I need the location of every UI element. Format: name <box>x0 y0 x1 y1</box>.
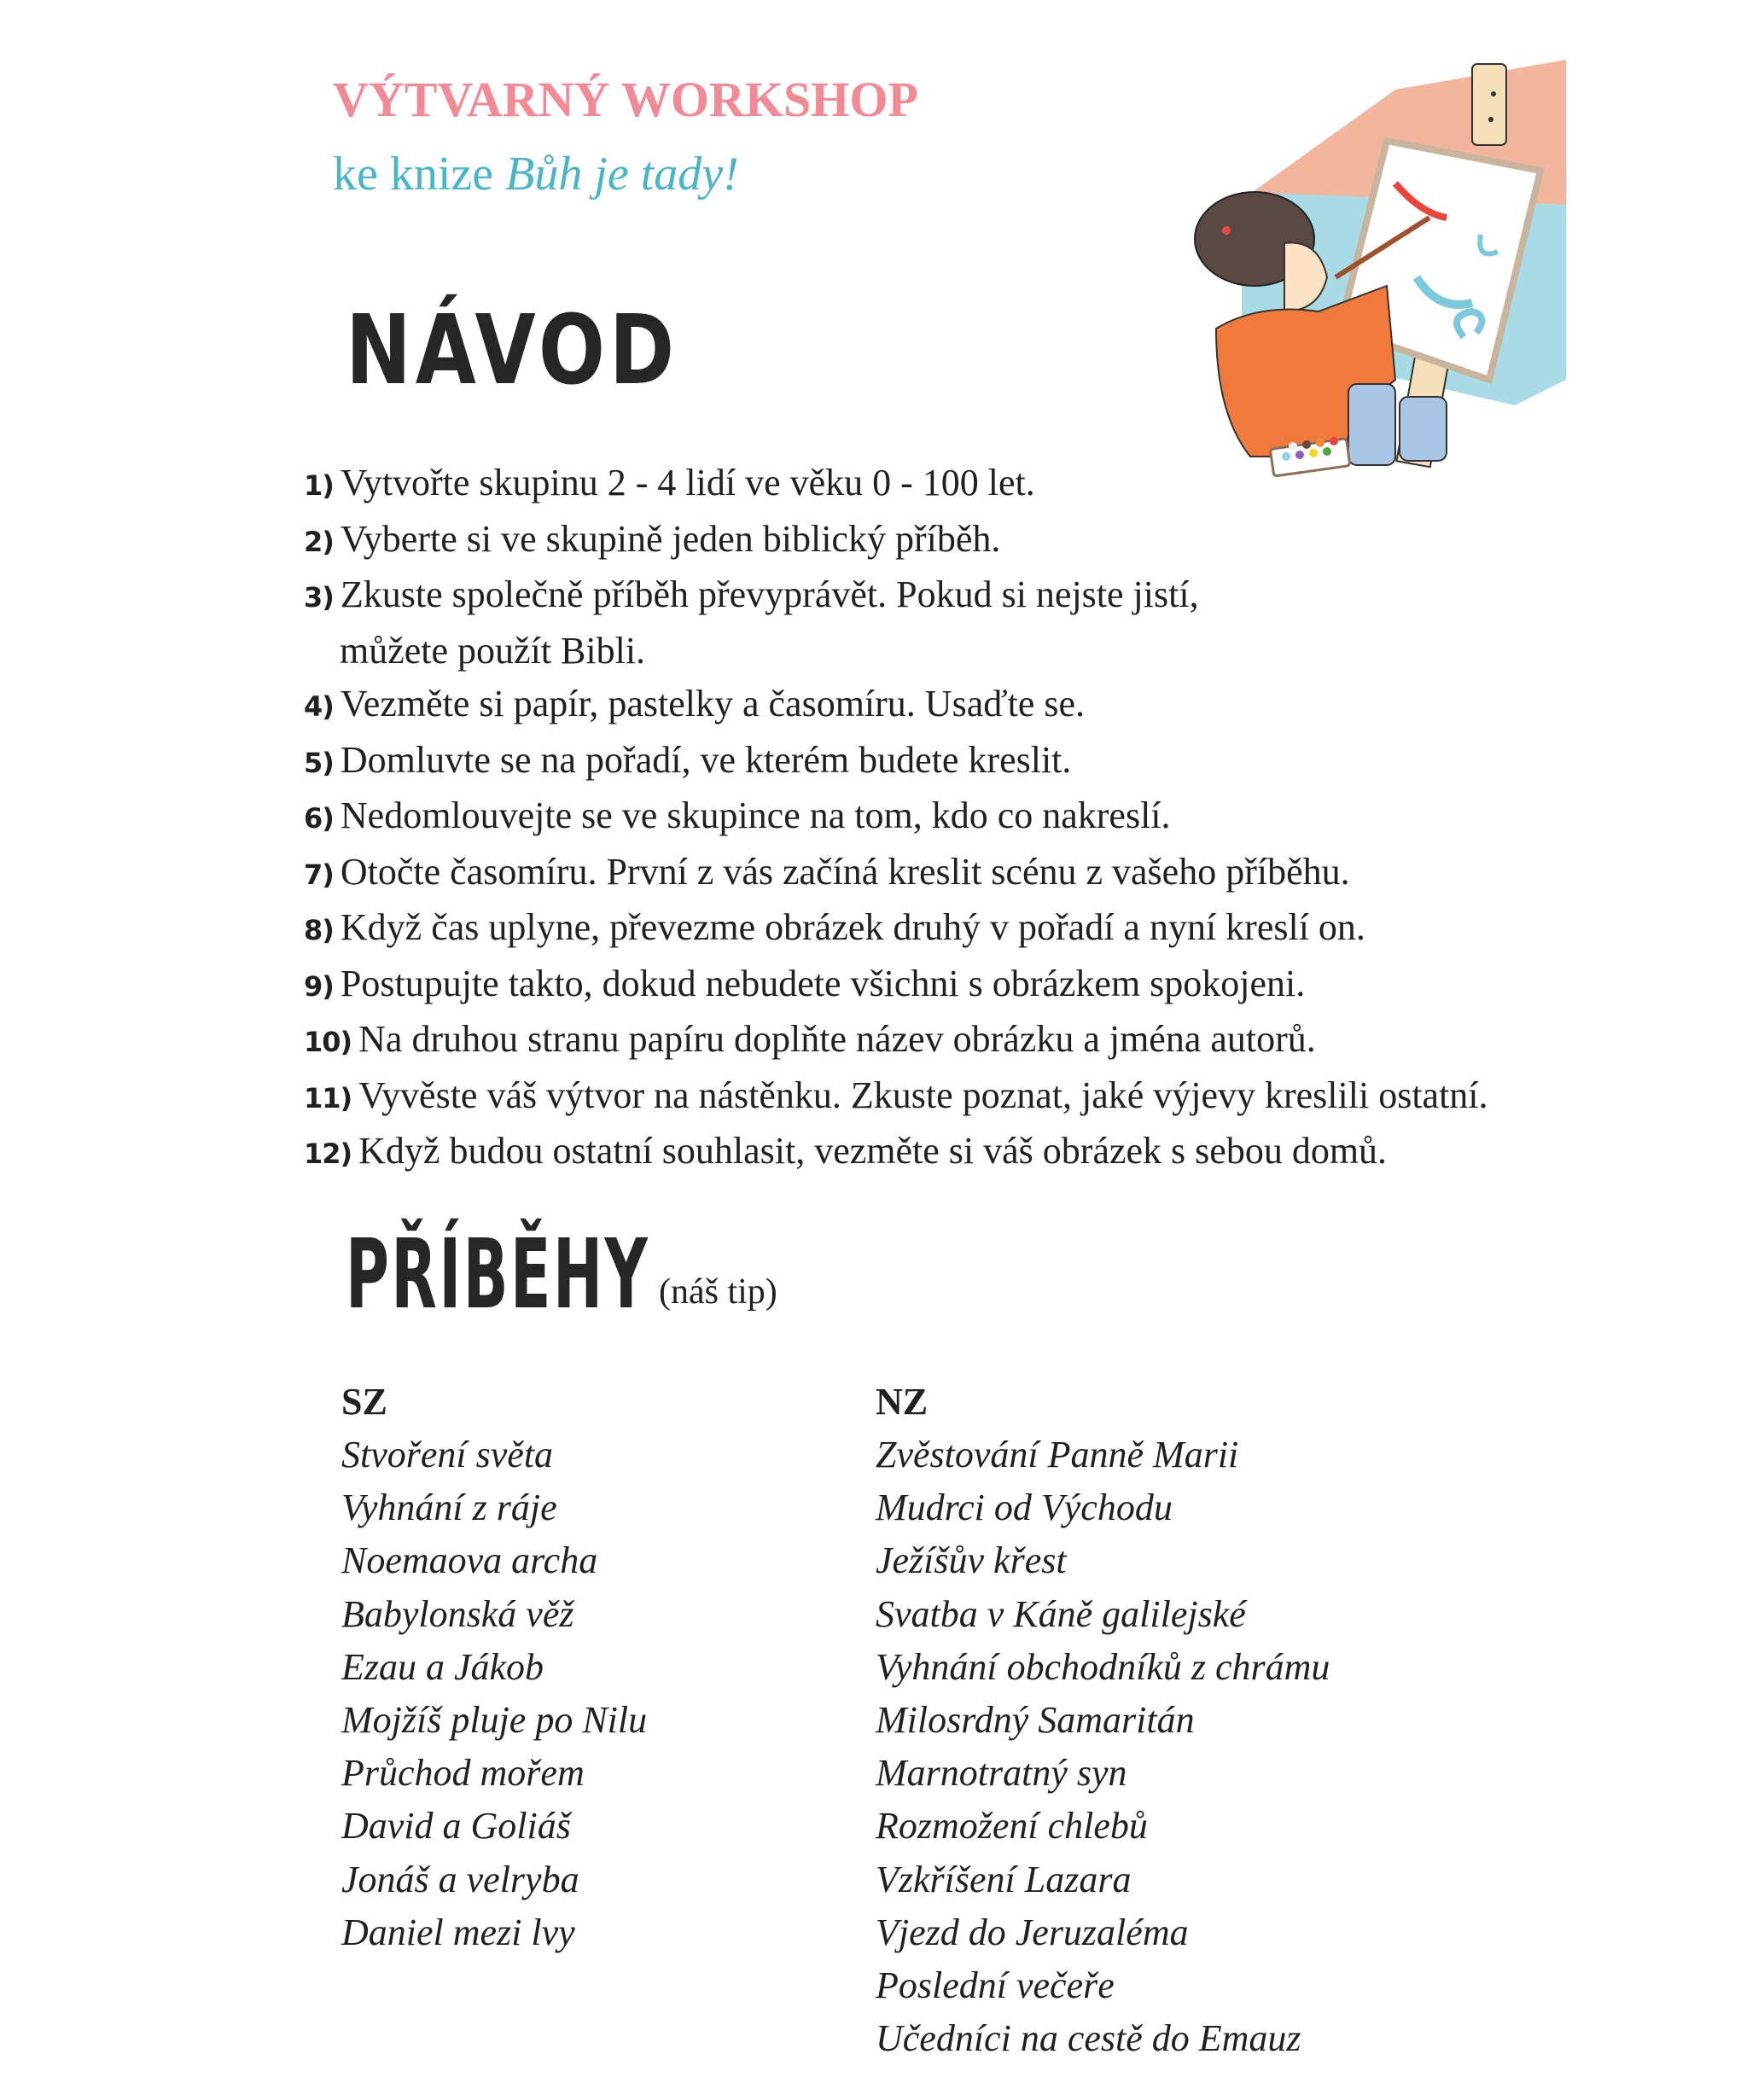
instruction-step <box>304 1069 1488 1126</box>
story-item: Vzkříšení Lazara <box>876 1858 1132 1900</box>
story-item: Milosrdný Samaritán <box>876 1699 1195 1742</box>
story-item: Vyhnání z ráje <box>341 1487 557 1529</box>
new-testament-label: NZ <box>876 1381 929 1423</box>
step-text: Vytvořte skupinu 2 - 4 lidí ve věku 0 - 100 let. <box>340 462 1035 503</box>
step-text: Nedomlouvejte se ve skupince na tom, kdo co nakreslí. <box>340 794 1171 836</box>
step-text: Zkuste společně příběh převyprávět. Pokud si nejste jistí, <box>340 573 1199 615</box>
story-item: Vyhnání obchodníků z chrámu <box>876 1645 1330 1688</box>
step-number: 12) <box>304 1138 352 1170</box>
step-number: 9) <box>304 969 334 1003</box>
story-item: Vjezd do Jeruzaléma <box>876 1911 1189 1953</box>
instruction-step <box>304 1125 1488 1181</box>
stories-note: (náš tip) <box>659 1272 777 1312</box>
step-text: Na druhou stranu papíru doplňte název obrázku a jména autorů. <box>358 1018 1316 1060</box>
old-testament-label: SZ <box>341 1381 387 1423</box>
story-item: Učedníci na cestě do Emauz <box>876 2017 1301 2060</box>
story-item: Svatba v Káně galilejské <box>876 1592 1246 1635</box>
step-text: Vezměte si papír, pastelky a časomíru. Usaďte se. <box>340 683 1086 724</box>
step-number: 2) <box>304 525 334 558</box>
old-testament-list <box>341 1429 647 1959</box>
story-item: Daniel mezi lvy <box>341 1911 575 1953</box>
story-item: Průchod mořem <box>341 1752 585 1795</box>
story-item: Babylonská věž <box>341 1592 574 1635</box>
instructions-heading: NÁVOD <box>346 295 679 406</box>
step-number: 4) <box>304 690 334 723</box>
water-cup-1 <box>1348 384 1395 465</box>
water-cup-2 <box>1400 397 1447 461</box>
instructions-list <box>304 457 1488 1181</box>
instruction-step <box>304 957 1488 1014</box>
story-item: Poslední večeře <box>876 1964 1115 2007</box>
instruction-step <box>304 457 1488 513</box>
step-text: Vyberte si ve skupině jeden biblický příběh. <box>340 517 1001 560</box>
step-text: Postupujte takto, dokud nebudete všichni s obrázkem spokojeni. <box>340 962 1306 1004</box>
instruction-step <box>304 1013 1488 1069</box>
easel-post <box>1472 64 1506 145</box>
new-testament-column <box>876 1376 1330 2065</box>
story-item: Noemaova archa <box>341 1539 598 1582</box>
instruction-step <box>304 846 1488 902</box>
subtitle-prefix: ke knize <box>333 148 506 201</box>
story-item: Jonáš a velryba <box>341 1858 579 1900</box>
step-text: Domluvte se na pořadí, ve kterém budete kreslit. <box>340 738 1072 781</box>
story-item: Zvěstování Panně Marii <box>876 1434 1239 1475</box>
instruction-step <box>304 513 1488 569</box>
story-item: Mojžíš pluje po Nilu <box>341 1699 648 1742</box>
instruction-step <box>304 568 1488 678</box>
story-item: Marnotratný syn <box>876 1752 1127 1795</box>
step-number: 11) <box>304 1081 352 1114</box>
step-number: 6) <box>304 802 334 835</box>
story-item: Mudrci od Východu <box>876 1487 1173 1529</box>
step-number: 3) <box>304 581 334 614</box>
step-text: Vyvěste váš výtvor na nástěnku. Zkuste poznat, jaké výjevy kreslili ostatní. <box>358 1074 1488 1116</box>
step-text: Když budou ostatní souhlasit, vezměte si váš obrázek s sebou domů. <box>358 1130 1388 1172</box>
story-item: Stvoření světa <box>341 1434 554 1475</box>
instruction-step <box>304 734 1488 790</box>
new-testament-list <box>876 1429 1330 2065</box>
step-number: 7) <box>304 858 334 891</box>
step-text: Když čas uplyne, převezme obrázek druhý v pořadí a nyní kreslí on. <box>340 906 1365 948</box>
step-number: 10) <box>304 1026 352 1058</box>
old-testament-column <box>341 1376 647 1959</box>
step-text: Otočte časomíru. První z vás začíná kreslit scénu z vašeho příběhu. <box>340 850 1350 893</box>
book-title: Bůh je tady! <box>505 148 739 201</box>
story-item: Ezau a Jákob <box>341 1645 544 1688</box>
step-number: 5) <box>304 746 334 779</box>
step-number: 8) <box>304 914 334 946</box>
stories-heading: PŘÍBĚHY <box>346 1219 650 1330</box>
step-text-continuation: můžete použít Bibli. <box>340 629 646 672</box>
story-item: Ježíšův křest <box>876 1539 1067 1582</box>
workshop-title: VÝTVARNÝ WORKSHOP <box>333 72 918 127</box>
instruction-step <box>304 678 1488 734</box>
instruction-step <box>304 901 1488 957</box>
instruction-step <box>304 789 1488 846</box>
workshop-subtitle <box>333 148 739 201</box>
story-item: Rozmožení chlebů <box>876 1805 1148 1848</box>
story-item: David a Goliáš <box>341 1805 571 1848</box>
painter-illustration <box>1191 55 1575 491</box>
step-number: 1) <box>304 469 334 502</box>
